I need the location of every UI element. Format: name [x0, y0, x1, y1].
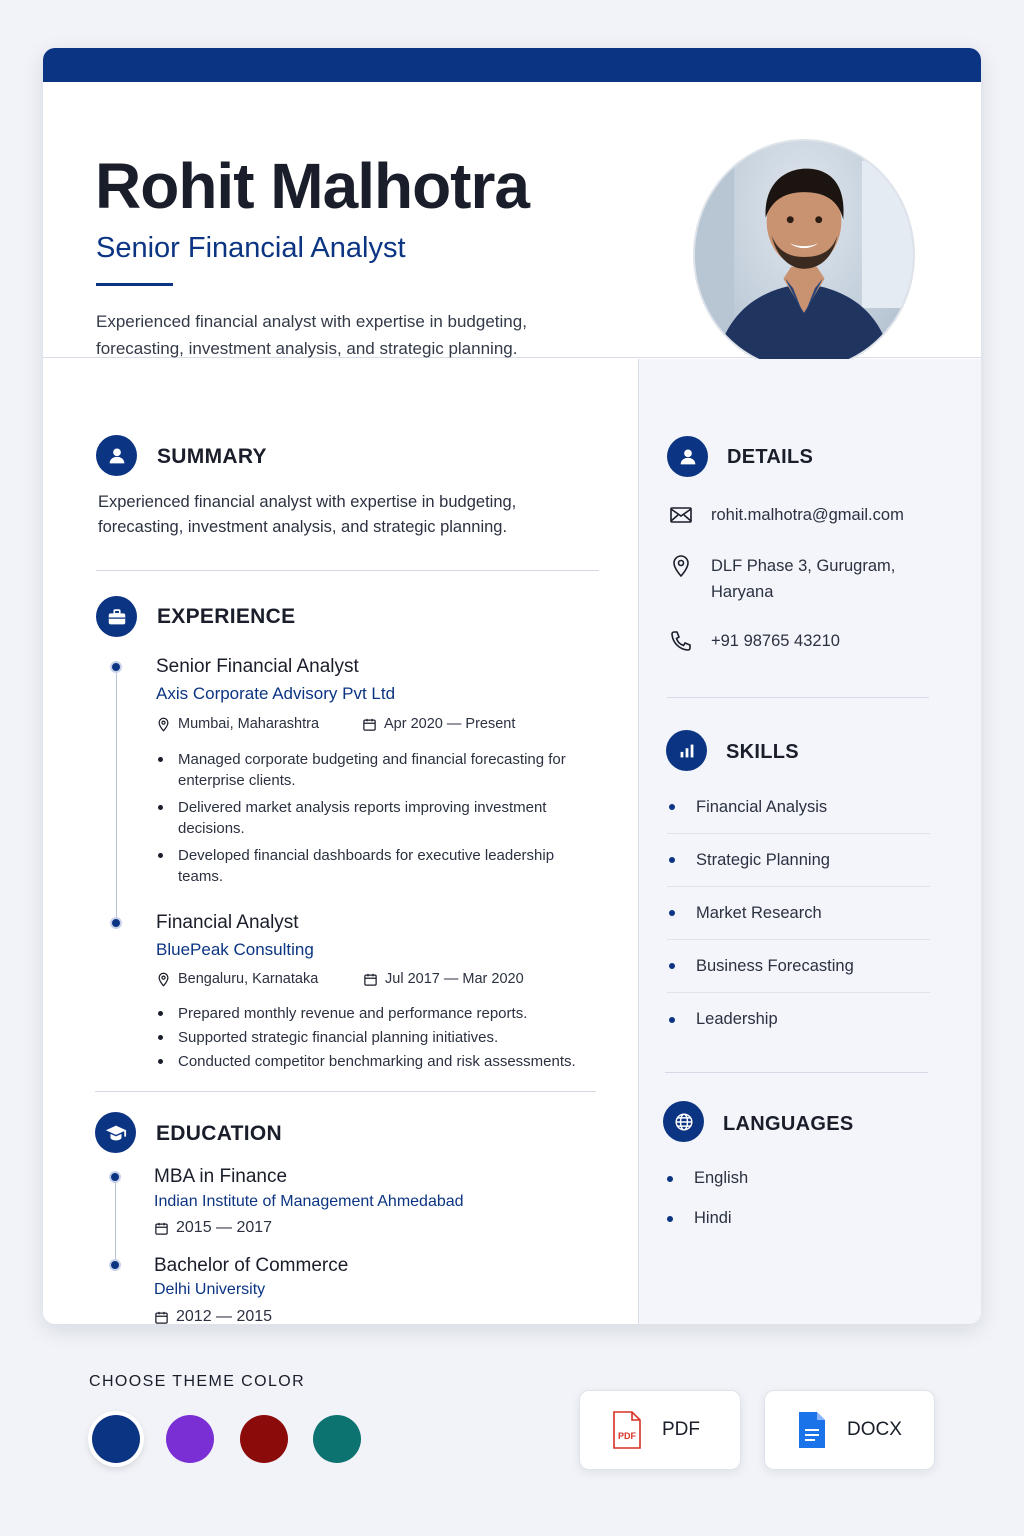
avatar-illustration: [695, 141, 913, 369]
skill-item: Business Forecasting: [667, 940, 930, 993]
address-line: Haryana: [711, 583, 774, 601]
docx-file-icon: [797, 1411, 827, 1449]
theme-swatch-teal[interactable]: [313, 1415, 361, 1463]
location-text: Mumbai, Maharashtra: [178, 716, 320, 732]
skill-item: Leadership: [667, 993, 930, 1046]
experience-heading: EXPERIENCE: [157, 605, 296, 628]
download-pdf-button[interactable]: [579, 1390, 741, 1470]
dates-text: Apr 2020 — Present: [384, 716, 516, 732]
skill-item: Market Research: [667, 887, 930, 940]
years-text: 2012 — 2015: [176, 1308, 273, 1324]
job-title: Financial Analyst: [156, 912, 299, 933]
theme-color-label: CHOOSE THEME COLOR: [89, 1373, 306, 1390]
summary-line: Experienced financial analyst with expertise in budgeting,: [98, 493, 517, 511]
summary-heading: SUMMARY: [157, 445, 267, 468]
resume-header: [43, 82, 981, 358]
accent-bar: [43, 48, 981, 82]
summary-line: forecasting, investment analysis, and strategic planning.: [98, 518, 508, 536]
timeline-dot: [110, 661, 122, 673]
location-pin-icon: [156, 972, 171, 987]
job-title: Senior Financial Analyst: [156, 656, 359, 677]
school-name: Delhi University: [154, 1281, 266, 1298]
pdf-icon-label: PDF: [618, 1431, 636, 1441]
briefcase-icon: [96, 596, 137, 637]
calendar-icon: [154, 1310, 169, 1325]
degree-title: MBA in Finance: [154, 1166, 288, 1187]
bar-chart-icon: [666, 730, 707, 771]
intro-text: [96, 308, 566, 362]
bullet-item: Managed corporate budgeting and financial forecasting for enterprise clients.: [156, 749, 576, 791]
calendar-icon: [362, 717, 377, 732]
phone-row[interactable]: [669, 628, 840, 654]
bullet-item: Developed financial dashboards for executive leadership teams.: [156, 845, 576, 887]
location-text: Bengaluru, Karnataka: [178, 971, 319, 987]
candidate-name: Rohit Malhotra: [95, 150, 529, 222]
years-text: 2015 — 2017: [176, 1219, 273, 1236]
globe-icon: [663, 1101, 704, 1142]
timeline-dot: [110, 917, 122, 929]
resume-card: [43, 48, 981, 1324]
user-icon: [667, 436, 708, 477]
phone-icon: [669, 629, 693, 653]
section-divider: [665, 1072, 928, 1073]
main-column: [43, 359, 638, 1324]
job-bullets: [156, 749, 576, 893]
email-row[interactable]: [669, 502, 904, 528]
details-heading: DETAILS: [727, 446, 814, 468]
email-text: rohit.malhotra@gmail.com: [711, 506, 904, 524]
education-years: [154, 1219, 272, 1237]
section-divider: [96, 570, 599, 571]
pdf-label: PDF: [662, 1419, 700, 1440]
job-location: [156, 716, 319, 732]
education-timeline: [115, 1183, 116, 1265]
timeline-dot: [109, 1259, 121, 1271]
skills-heading: SKILLS: [726, 741, 799, 763]
bullet-item: Supported strategic financial planning initiatives.: [156, 1027, 606, 1048]
skill-item: Strategic Planning: [667, 834, 930, 887]
job-dates: [363, 971, 524, 987]
location-pin-icon: [156, 717, 171, 732]
candidate-title: Senior Financial Analyst: [96, 232, 406, 264]
intro-line: forecasting, investment analysis, and strategic planning.: [96, 339, 518, 358]
timeline-dot: [109, 1171, 121, 1183]
calendar-icon: [363, 972, 378, 987]
job-dates: [362, 716, 515, 732]
download-docx-button[interactable]: [764, 1390, 935, 1470]
bullet-item: Delivered market analysis reports improving investment decisions.: [156, 797, 576, 839]
section-divider: [667, 697, 929, 698]
job-location: [156, 971, 318, 987]
address-text: [711, 553, 895, 605]
phone-text: +91 98765 43210: [711, 632, 840, 650]
address-row: [669, 553, 895, 605]
bullet-item: Conducted competitor benchmarking and risk assessments.: [156, 1051, 606, 1072]
job-company: BluePeak Consulting: [156, 940, 314, 959]
bullet-item: Prepared monthly revenue and performance reports.: [156, 1003, 606, 1024]
docx-label: DOCX: [847, 1419, 902, 1440]
section-divider: [95, 1091, 596, 1092]
summary-text: [98, 490, 516, 540]
theme-swatch-purple[interactable]: [166, 1415, 214, 1463]
theme-swatch-navy[interactable]: [92, 1415, 140, 1463]
skill-item: Financial Analysis: [667, 781, 930, 834]
calendar-icon: [154, 1221, 169, 1236]
profile-photo: [693, 139, 915, 371]
dates-text: Jul 2017 — Mar 2020: [385, 971, 524, 987]
sidebar-column: [638, 359, 981, 1324]
school-name: Indian Institute of Management Ahmedabad: [154, 1193, 464, 1210]
language-item: Hindi: [667, 1209, 732, 1228]
experience-timeline: [116, 669, 117, 924]
location-pin-icon: [669, 554, 693, 578]
address-line: DLF Phase 3, Gurugram,: [711, 557, 896, 575]
education-years: [154, 1308, 272, 1324]
mail-icon: [669, 503, 693, 527]
education-heading: EDUCATION: [156, 1122, 282, 1145]
pdf-file-icon: [612, 1411, 642, 1449]
title-underline: [96, 283, 173, 286]
degree-title: Bachelor of Commerce: [154, 1255, 349, 1276]
user-icon: [96, 435, 137, 476]
language-item: English: [667, 1169, 748, 1188]
languages-heading: LANGUAGES: [723, 1113, 854, 1135]
theme-swatch-maroon[interactable]: [240, 1415, 288, 1463]
job-bullets: [156, 1003, 606, 1075]
job-company: Axis Corporate Advisory Pvt Ltd: [156, 684, 396, 703]
graduation-cap-icon: [95, 1112, 136, 1153]
intro-line: Experienced financial analyst with expertise in budgeting,: [96, 312, 527, 331]
